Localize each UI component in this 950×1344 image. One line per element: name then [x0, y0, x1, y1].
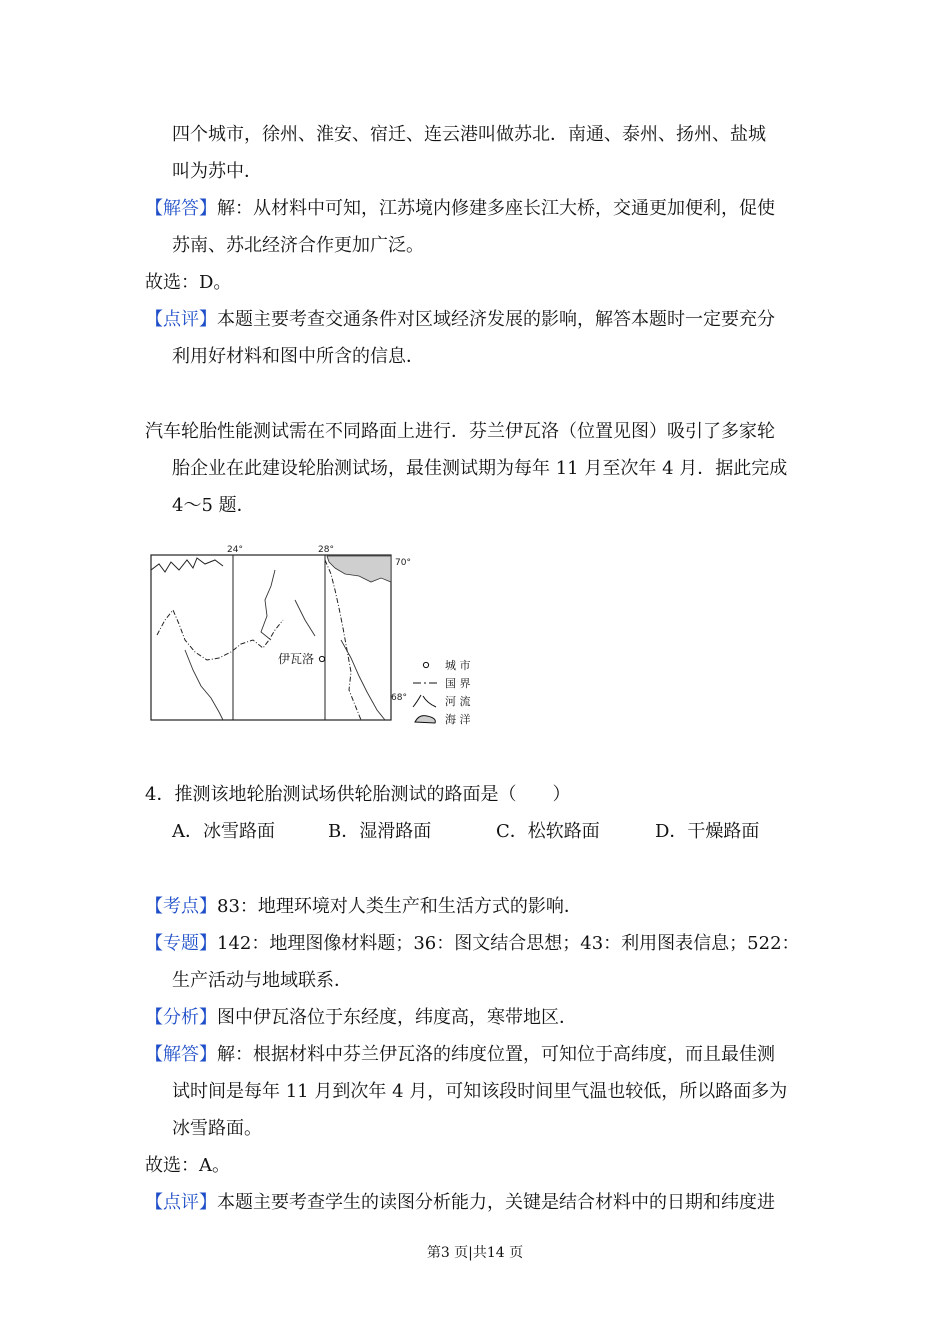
legend-river-icon: [413, 695, 436, 707]
jieda-cont: 试时间是每年 11 月到次年 4 月，可知该段时间里气温也较低，所以路面多为: [172, 1081, 788, 1102]
legend-city-icon: [423, 662, 428, 667]
comment-text: 本题主要考查交通条件对区域经济发展的影响，解答本题时一定要充分: [217, 309, 775, 330]
map-frame: [151, 555, 391, 720]
coastline: [151, 558, 223, 572]
intro-line: 汽车轮胎性能测试需在不同路面上进行．芬兰伊瓦洛（位置见图）吸引了多家轮: [145, 421, 775, 442]
jieda-text: 解：根据材料中芬兰伊瓦洛的纬度位置，可知位于高纬度，而且最佳测: [217, 1044, 775, 1065]
lat-label-68: 68°: [391, 693, 407, 703]
question-stem: 4．推测该地轮胎测试场供轮胎测试的路面是（ ）: [145, 784, 571, 805]
legend-city: 城 市: [445, 659, 471, 672]
zhuanti-tag: 【专题】: [145, 933, 217, 954]
zhuanti-text: 142：地理图像材料题；36：图文结合思想；43：利用图表信息；522：: [217, 933, 800, 954]
option-b[interactable]: B．湿滑路面: [328, 821, 432, 842]
prev-choice: 故选：D。: [145, 272, 232, 293]
prev-comment-cont: 利用好材料和图中所含的信息．: [172, 346, 424, 367]
prev-comment: [145, 308, 775, 332]
prev-answer: [145, 197, 775, 221]
prev-text-line: 四个城市，徐州、淮安、宿迁、连云港叫做苏北．南通、泰州、扬州、盐城: [172, 124, 766, 145]
lon-label-24: 24°: [227, 545, 243, 555]
comment-tag: 【点评】: [145, 309, 217, 330]
lon-label-28: 28°: [318, 545, 334, 555]
lat-label-70: 70°: [395, 558, 411, 568]
page-footer: 第3 页|共14 页: [426, 1245, 524, 1261]
answer-tag: 【解答】: [145, 198, 217, 219]
fenxi-tag: 【分析】: [145, 1007, 217, 1028]
fenxi-line: [145, 1006, 577, 1030]
river: [341, 640, 385, 720]
legend-river: 河 流: [445, 695, 471, 708]
prev-answer-cont: 苏南、苏北经济合作更加广泛。: [172, 235, 424, 256]
intro-line: 胎企业在此建设轮胎测试场，最佳测试期为每年 11 月至次年 4 月．据此完成: [172, 458, 788, 479]
national-border: [325, 560, 361, 720]
jieda-line: [145, 1043, 775, 1067]
intro-line: 4～5 题．: [172, 495, 255, 516]
jieda-cont: 冰雪路面。: [172, 1118, 262, 1139]
dianping-line: [145, 1191, 775, 1215]
legend-border: 国 界: [445, 677, 471, 690]
city-marker: [319, 656, 324, 661]
kaodian-tag: 【考点】: [145, 896, 217, 917]
dianping-text: 本题主要考查学生的读图分析能力，关键是结合材料中的日期和纬度进: [217, 1192, 775, 1213]
sea-area: [327, 556, 391, 582]
river: [185, 650, 223, 720]
answer-text: 解：从材料中可知，江苏境内修建多座长江大桥，交通更加便利，促使: [217, 198, 775, 219]
fenxi-text: 图中伊瓦洛位于东经度，纬度高，寒带地区．: [217, 1007, 577, 1028]
legend-sea-icon: [415, 716, 435, 723]
legend-sea: 海 洋: [445, 713, 471, 726]
zhuanti-cont: 生产活动与地域联系．: [172, 970, 352, 991]
river: [261, 570, 275, 640]
option-c[interactable]: C．松软路面: [496, 821, 600, 842]
city-label-ivalo: 伊瓦洛: [278, 652, 315, 666]
kaodian-text: 83：地理环境对人类生产和生活方式的影响．: [217, 896, 582, 917]
choice-line: 故选：A。: [145, 1155, 230, 1176]
ivalo-map: [145, 540, 495, 740]
option-d[interactable]: D．干燥路面: [655, 821, 760, 842]
zhuanti-line: [145, 932, 800, 956]
river: [295, 600, 315, 636]
kaodian-line: [145, 895, 582, 919]
jieda-tag: 【解答】: [145, 1044, 217, 1065]
prev-text-line: 叫为苏中．: [172, 161, 262, 182]
dianping-tag: 【点评】: [145, 1192, 217, 1213]
option-a[interactable]: A．冰雪路面: [172, 821, 275, 842]
